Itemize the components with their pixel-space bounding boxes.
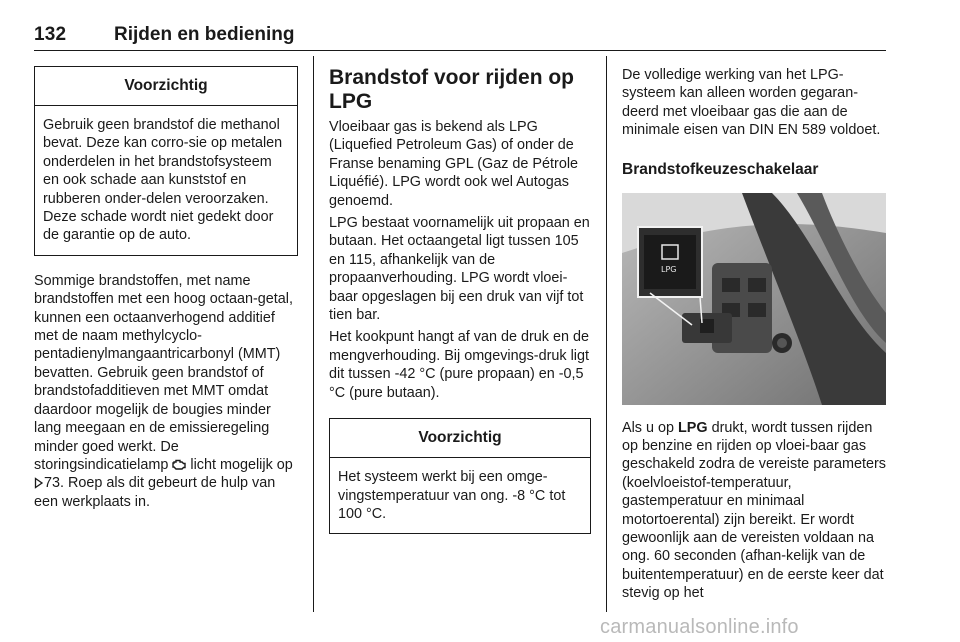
mmt-text-end: . Roep als dit gebeurt de hulp van een werkplaats in. (34, 475, 276, 510)
lpg-switch-paragraph (622, 419, 888, 603)
lpg-standard-paragraph: De volledige werking van het LPG-systeem kan alleen worden gegaran-deerd met vloeibaar gas die aan de minimale eisen van DIN EN 589 voldoet. (622, 67, 881, 139)
watermark: carmanualsonline.info (600, 616, 799, 638)
caution-box (329, 418, 591, 534)
lpg-switch-text: Als u op (622, 419, 678, 436)
page-reference[interactable]: 73 (44, 475, 61, 492)
lpg-boiling-paragraph: Het kookpunt hangt af van de druk en de mengverhouding. Bij omgevings-druk ligt dit tussen -42 °C (pure propaan) en -0,5 °C (pure butaan). (329, 329, 590, 401)
lpg-switch-text-cont: drukt, wordt tussen rijden op benzine en rijden op vloei-baar gas geschakeld zodra de vereiste parameters (koelvloeistof-temperatuur, gastemperatuur en minimaal motortoerental) zijn bereikt. Er wordt gewoonlijk aan de vereisten voldaan na ong. 60 seconden (afhan-kelijk van de buitentemperatuur) en de eerste keer dat stevig op het (622, 419, 886, 602)
lpg-button-label: LPG (661, 264, 677, 274)
section-heading-lpg: Brandstof voor rijden op LPG (329, 66, 575, 113)
column-1 (34, 66, 298, 511)
lpg-composition-paragraph: LPG bestaat voornamelijk uit propaan en butaan. Het octaangetal ligt tussen 105 en 115, afhankelijk van de propaanverhouding. LPG wordt vloei-baar opgeslagen bij een druk van vijf tot tien bar. (329, 215, 590, 324)
page-reference-arrow-icon (34, 477, 44, 489)
mmt-text: Sommige brandstoffen, met name brandstoffen met een hoog octaan-getal, kunnen een octaanverhogend additief met de naam methylcyclo-pentadienylmangaantricarbonyl (MMT) bevatten. Gebruik geen brandstof of brandstofadditieven met MMT omdat daardoor mogelijk de bougies minder lang meegaan en de emissieregeling minder goed werkt. De storingsindicatielamp (34, 272, 293, 473)
caution-text: Gebruik geen brandstof die methanol bevat. Deze kan corro-sie op metalen onderdelen in het brandstofsysteem en ook schade aan kunststof en rubberen onder-delen veroorzaken. Deze schade wordt niet gedekt door de garantie op de auto. (43, 117, 283, 244)
caution-box (34, 66, 298, 256)
lpg-intro-paragraph: Vloeibaar gas is bekend als LPG (Liquefied Petroleum Gas) of onder de Franse benaming GPL (Gaz de Pétrole Liquéfié). LPG wordt ook wel Autogas genoemd. (329, 119, 579, 209)
column-3 (622, 66, 888, 603)
column-2 (329, 66, 591, 534)
engine-check-icon (172, 458, 186, 471)
section-heading-fuel-selector: Brandstofkeuzeschakelaar (622, 160, 819, 178)
caution-text: Het systeem werkt bij een omge-vingstemperatuur van ong. -8 °C tot 100 °C. (338, 469, 566, 522)
fuel-selector-photo (622, 193, 886, 405)
column-divider (606, 56, 607, 612)
lpg-keyword: LPG (678, 419, 708, 436)
page-header (34, 24, 886, 51)
chapter-title: Rijden en bediening (114, 24, 295, 45)
caution-title: Voorzichtig (35, 67, 297, 106)
mmt-paragraph (34, 272, 298, 511)
caution-title: Voorzichtig (330, 419, 590, 458)
column-divider (313, 56, 314, 612)
page-number: 132 (34, 24, 67, 45)
mmt-text-cont: licht mogelijk op (186, 456, 293, 473)
